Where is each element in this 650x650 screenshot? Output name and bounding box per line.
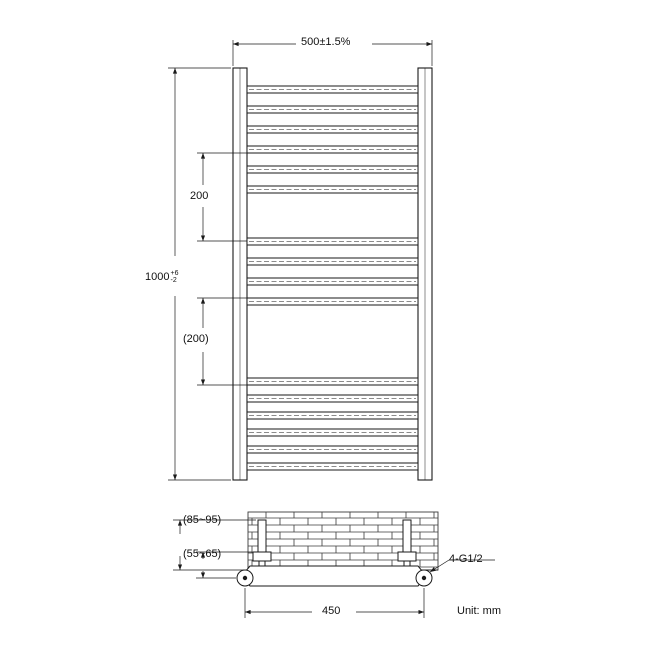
right-post bbox=[418, 68, 432, 480]
bottom-rail-profile bbox=[237, 566, 432, 586]
height-tolerance bbox=[170, 270, 178, 284]
height-tol-minus: -2 bbox=[170, 277, 177, 284]
label-connection: 4-G1/2 bbox=[449, 553, 483, 565]
dim-bracket-upper bbox=[173, 520, 256, 570]
rail-bars-middle bbox=[247, 238, 418, 305]
rail-bars-lower bbox=[247, 378, 418, 470]
rail-bars-upper bbox=[247, 86, 418, 193]
left-post bbox=[233, 68, 247, 480]
height-tol-plus: +6 bbox=[170, 270, 179, 277]
label-unit-note: Unit: mm bbox=[457, 605, 501, 617]
dim-label-bracket-lower: (55~65) bbox=[183, 548, 222, 560]
dim-label-spacing-upper: 200 bbox=[190, 190, 209, 202]
dim-label-height-total bbox=[145, 270, 178, 284]
dim-label-base-width: 450 bbox=[322, 605, 341, 617]
dim-label-width-top: 500±1.5% bbox=[301, 36, 351, 48]
dim-label-spacing-lower: (200) bbox=[183, 333, 209, 345]
height-value: 1000 bbox=[145, 270, 170, 283]
dim-label-bracket-upper: (85~95) bbox=[183, 514, 222, 526]
